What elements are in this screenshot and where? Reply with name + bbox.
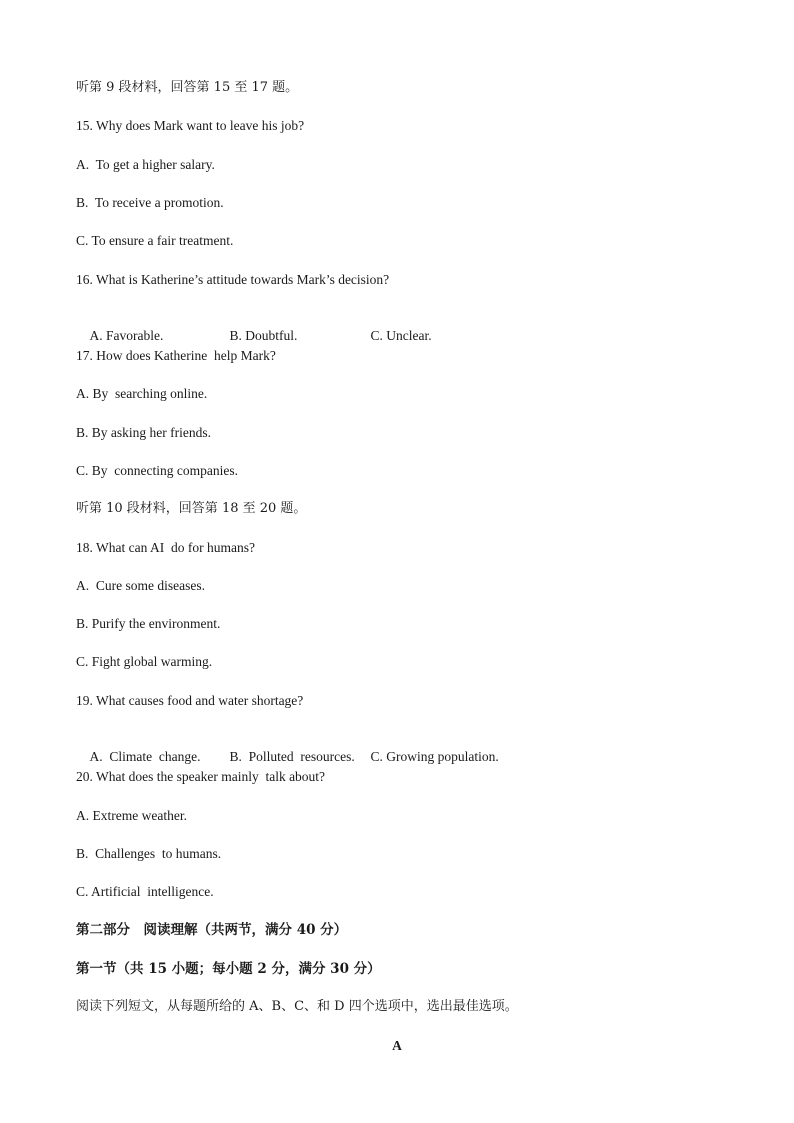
question-18: 18. What can AI do for humans?: [76, 540, 255, 555]
question-18-option-a: A. Cure some diseases.: [76, 578, 205, 593]
question-15-option-a: A. To get a higher salary.: [76, 157, 215, 172]
question-19-option-c: C. Growing population.: [370, 749, 499, 764]
question-15: 15. Why does Mark want to leave his job?: [76, 118, 305, 133]
question-19-option-a: A. Climate change.: [89, 749, 201, 764]
part-2-heading: 第二部分 阅读理解（共两节，满分 40 分）: [76, 922, 348, 938]
question-20-option-b: B. Challenges to humans.: [76, 846, 222, 861]
question-17: 17. How does Katherine help Mark?: [76, 348, 276, 363]
passage-label: A: [392, 1038, 402, 1053]
question-19-option-b: B. Polluted resources.: [229, 749, 355, 764]
question-16-option-a: A. Favorable.: [89, 328, 164, 343]
question-17-option-a: A. By searching online.: [76, 386, 208, 401]
question-20-option-a: A. Extreme weather.: [76, 808, 187, 823]
question-20: 20. What does the speaker mainly talk about?: [76, 769, 326, 784]
section-10-intro: 听第 10 段材料，回答第 18 至 20 题。: [76, 501, 307, 516]
question-15-option-b: B. To receive a promotion.: [76, 195, 224, 210]
reading-instruction: 阅读下列短文，从每题所给的 A、B、C、和 D 四个选项中，选出最佳选项。: [76, 999, 518, 1014]
section-9-intro: 听第 9 段材料，回答第 15 至 17 题。: [76, 80, 299, 95]
question-16-option-c: C. Unclear.: [370, 328, 432, 343]
question-16-option-b: B. Doubtful.: [229, 328, 298, 343]
question-17-option-c: C. By connecting companies.: [76, 463, 238, 478]
section-1-heading: 第一节（共 15 小题；每小题 2 分，满分 30 分）: [76, 961, 381, 977]
question-16: 16. What is Katherine’s attitude towards Mark’s decision?: [76, 272, 390, 287]
question-17-option-b: B. By asking her friends.: [76, 425, 211, 440]
question-18-option-c: C. Fight global warming.: [76, 654, 213, 669]
question-19: 19. What causes food and water shortage?: [76, 693, 304, 708]
question-20-option-c: C. Artificial intelligence.: [76, 884, 214, 899]
question-15-option-c: C. To ensure a fair treatment.: [76, 233, 234, 248]
question-18-option-b: B. Purify the environment.: [76, 616, 221, 631]
